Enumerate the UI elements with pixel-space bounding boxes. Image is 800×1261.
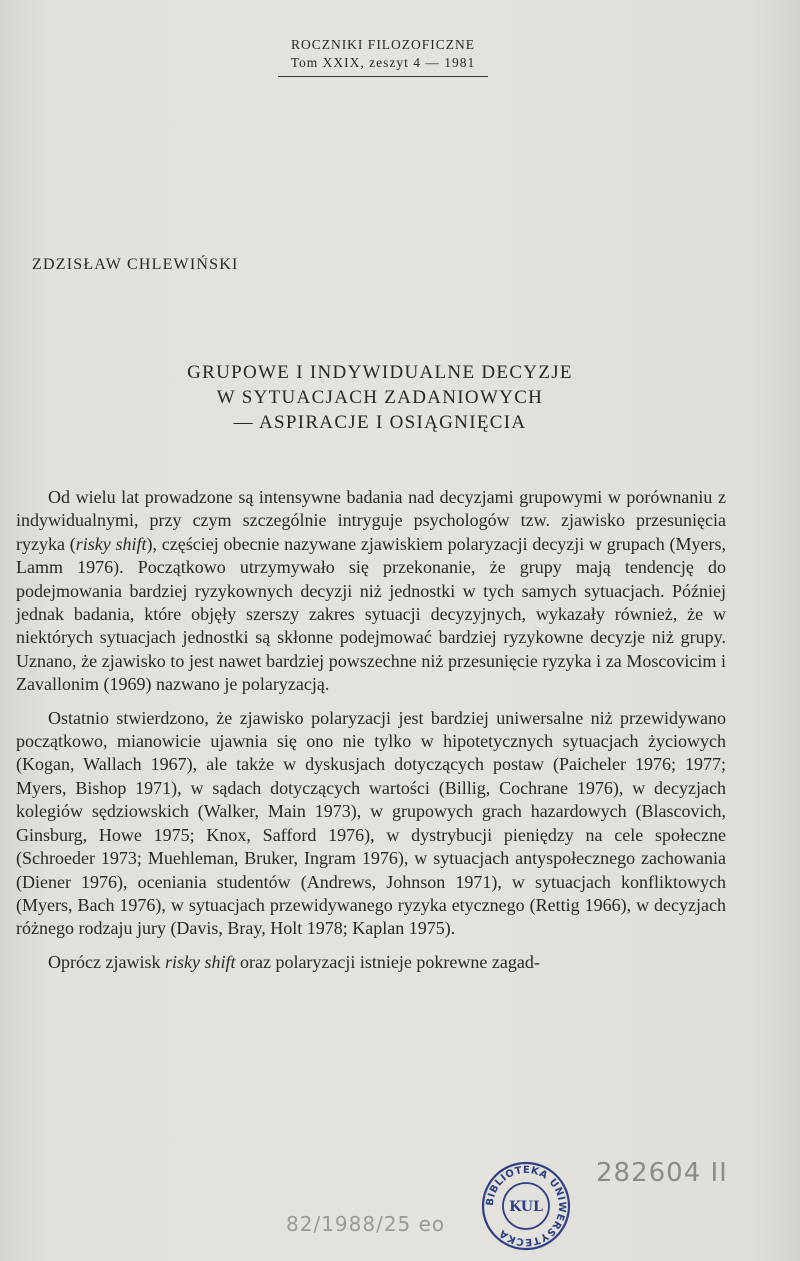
p1-text-a: Od wielu lat prowadzone są intensywne badania nad decyzjami grupowymi w porównaniu z indywidualnymi, przy czym szczególnie intryguje psychologów tzw. zjawisko przesunięcia ryzyka ( [16, 487, 726, 554]
accession-number: 282604 II [596, 1158, 728, 1188]
p1-italic-term: risky shift [75, 533, 147, 554]
paragraph-3 [16, 951, 726, 974]
p3-italic-term: risky shift [164, 951, 236, 972]
p3-text-b: oraz polaryzacji istnieje pokrewne zagad- [235, 951, 540, 972]
article-body [16, 486, 726, 974]
author-name: ZDZISŁAW CHLEWIŃSKI [32, 256, 239, 273]
title-line-2: W SYTUACJACH ZADANIOWYCH [216, 387, 544, 408]
pencil-note: 82/1988/25 eo [286, 1212, 446, 1236]
article-title [80, 360, 680, 435]
paragraph-2: Ostatnio stwierdzono, że zjawisko polaryzacji jest bardziej uniwersalne niż przewidywano początkowo, mianowicie ujawnia się ono nie tylko w hipotetycznych sytuacjach życiowych (Kogan, Wallach 1967), ale także w dyskusjach dotyczących postaw (Paicheler 1976; 1977; Myers, Bishop 1971), w sądach dotyczących wartości (Billig, Cochrane 1976), w decyzjach kolegiów sędziowskich (Walker, Main 1973), w grupowych grach hazardowych (Blascovich, Ginsburg, Howe 1975; Knox, Safford 1976), w dystrybucji pieniędzy na cele społeczne (Schroeder 1973; Muehleman, Bruker, Ingram 1976), w sytuacjach antyspołecznego zachowania (Diener 1976), oceniania studentów (Andrews, Johnson 1971), w sytuacjach konfliktowych (Myers, Bach 1976), w sytuacjach przewidywanego ryzyka etycznego (Rettig 1966), w decyzjach różnego rodzaju jury (Davis, Bray, Holt 1978; Kaplan 1975). [16, 707, 726, 939]
header-rule [278, 76, 488, 77]
stamp-center: KUL [509, 1199, 543, 1215]
stamp-text: BIBLIOTEKA UNIWERSYTECKA [484, 1164, 568, 1248]
title-line-3: — ASPIRACJE I OSIĄGNIĘCIA [233, 412, 527, 433]
journal-name: ROCZNIKI FILOZOFICZNE [290, 37, 476, 52]
library-stamp [480, 1160, 572, 1252]
p3-text-a: Oprócz zjawisk [48, 951, 165, 972]
journal-volume: Tom XXIX, zeszyt 4 — 1981 [290, 55, 476, 70]
paragraph-1 [16, 486, 726, 697]
journal-header [270, 36, 496, 77]
title-line-1: GRUPOWE I INDYWIDUALNE DECYZJE [187, 362, 573, 383]
p1-text-b: ), częściej obecnie nazywane zjawiskiem polaryzacji decyzji w grupach (Myers, Lamm 1976). Początkowo utrzymywało się przekonanie, że grupy mają tendencję do podejmowania bardziej ryzykownych decyzji niż jednostki w tych samych sytuacjach. Później jednak badania, które objęły szerszy zakres sytuacji decyzyjnych, wykazały również, że w niektórych sytuacjach jednostki są skłonne podejmować bardziej ryzykowne decyzje niż grupy. Uznano, że zjawisko to jest nawet bardziej powszechne niż przesunięcie ryzyka i za Moscovicim i Zavallonim (1969) nazwano je polaryzacją. [16, 533, 727, 695]
